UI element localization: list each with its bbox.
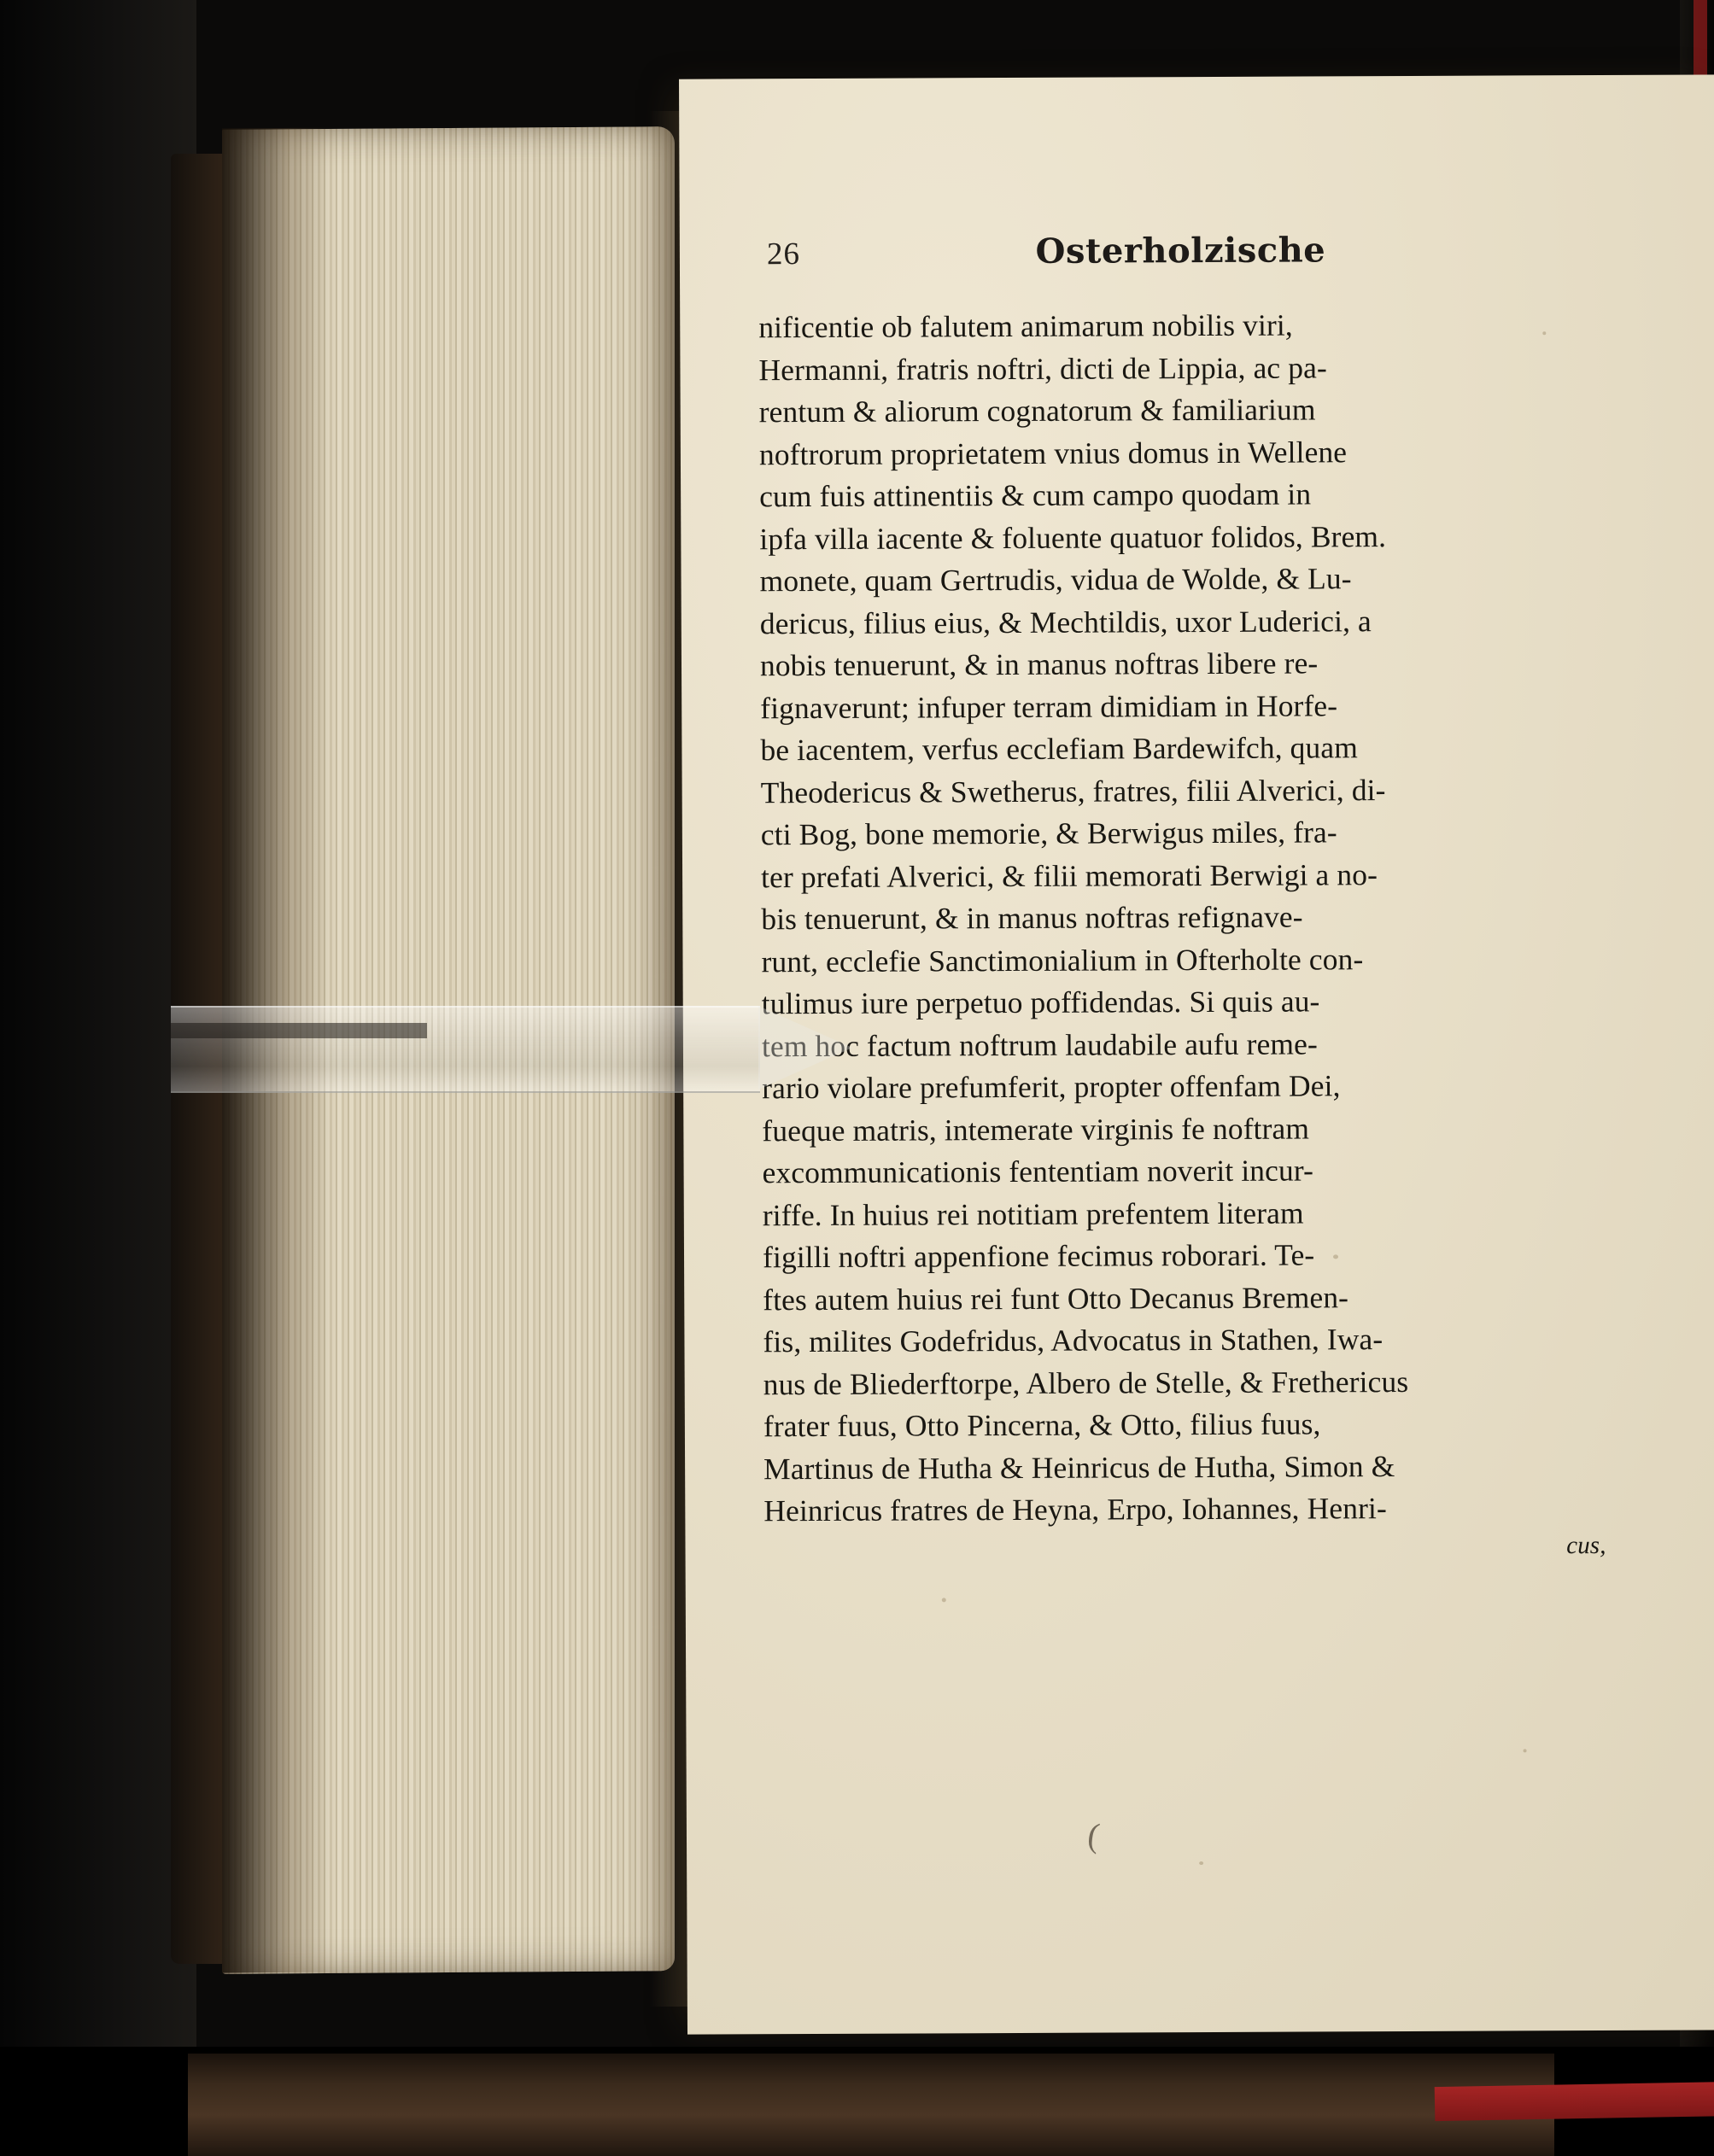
transparent-plastic-ruler[interactable] bbox=[171, 990, 845, 1106]
body-text bbox=[758, 306, 1617, 1563]
text-line: ftes autem huius rei funt Otto Decanus Bremen- bbox=[763, 1279, 1349, 1317]
text-line: fis, milites Godefridus, Advocatus in Stathen, Iwa- bbox=[763, 1322, 1383, 1359]
running-head bbox=[758, 229, 1612, 280]
text-line: noftrorum proprietatem vnius domus in Wellene bbox=[758, 434, 1348, 471]
text-line: cum fuis attinentiis & cum campo quodam in bbox=[759, 476, 1312, 514]
text-line: excommunicationis fententiam noverit incur- bbox=[762, 1153, 1314, 1190]
text-line: cti Bog, bone memorie, & Berwigus miles, fra- bbox=[760, 815, 1337, 852]
text-line: Martinus de Hutha & Heinricus de Hutha, Simon & bbox=[763, 1448, 1395, 1486]
text-line: figilli noftri appenfione fecimus roborari. Te- bbox=[762, 1237, 1315, 1275]
page-number: 26 bbox=[766, 237, 800, 272]
text-line: fueque matris, intemerate virginis fe noftram bbox=[762, 1110, 1310, 1148]
text-line: ter prefati Alverici, & filii memorati Berwigi a no- bbox=[760, 856, 1378, 894]
open-book bbox=[171, 128, 1699, 1998]
text-line: tulimus iure perpetuo poffidendas. Si quis au- bbox=[761, 984, 1320, 1021]
text-line: ipfa villa iacente & foluente quatuor folidos, Brem. bbox=[759, 518, 1387, 556]
running-head-title: Osterholzische bbox=[1035, 230, 1326, 272]
table-surface-left bbox=[0, 0, 196, 2047]
text-line: be iacentem, verfus ecclefiam Bardewifch, quam bbox=[760, 730, 1358, 768]
text-line: Hermanni, fratris noftri, dicti de Lippia, ac pa- bbox=[758, 349, 1327, 387]
page-content bbox=[758, 229, 1618, 1569]
text-line: rario violare prefumferit, propter offenfam Dei, bbox=[762, 1068, 1341, 1106]
text-line: riffe. In huius rei notitiam prefentem literam bbox=[762, 1195, 1304, 1232]
text-line: nificentie ob falutem animarum nobilis viri, bbox=[758, 307, 1293, 345]
text-line: runt, ecclefie Sanctimonialium in Ofterholte con- bbox=[761, 941, 1364, 979]
ink-mark: ( bbox=[1085, 1814, 1103, 1855]
text-line: monete, quam Gertrudis, vidua de Wolde, & Lu- bbox=[759, 561, 1352, 599]
text-line: Heinricus fratres de Heyna, Erpo, Iohannes, Henri- bbox=[763, 1491, 1387, 1528]
red-ribbon-bookmark bbox=[1435, 2080, 1714, 2121]
leather-cover-bottom bbox=[188, 2054, 1554, 2156]
text-line: nobis tenuerunt, & in manus noftras libere re- bbox=[759, 646, 1319, 683]
text-line: frater fuus, Otto Pincerna, & Otto, filius fuus, bbox=[763, 1406, 1321, 1444]
text-line: tem hoc factum noftrum laudabile aufu reme- bbox=[761, 1025, 1318, 1063]
text-line: nus de Bliederftorpe, Albero de Stelle, & Frethericus bbox=[763, 1364, 1409, 1401]
text-line: dericus, filius eius, & Mechtildis, uxor Luderici, a bbox=[759, 603, 1372, 640]
ruler-shadow-band bbox=[171, 1023, 427, 1038]
text-line: Theodericus & Swetherus, fratres, filii Alverici, di- bbox=[760, 772, 1386, 809]
ruler-body bbox=[171, 1006, 760, 1093]
text-line: rentum & aliorum cognatorum & familiarium bbox=[758, 392, 1316, 429]
text-line: fignaverunt; infuper terram dimidiam in Horfe- bbox=[760, 687, 1338, 725]
catchword: cus, bbox=[1566, 1531, 1606, 1559]
text-line: bis tenuerunt, & in manus noftras refignave- bbox=[761, 899, 1303, 937]
ruler-tip bbox=[758, 1006, 852, 1090]
